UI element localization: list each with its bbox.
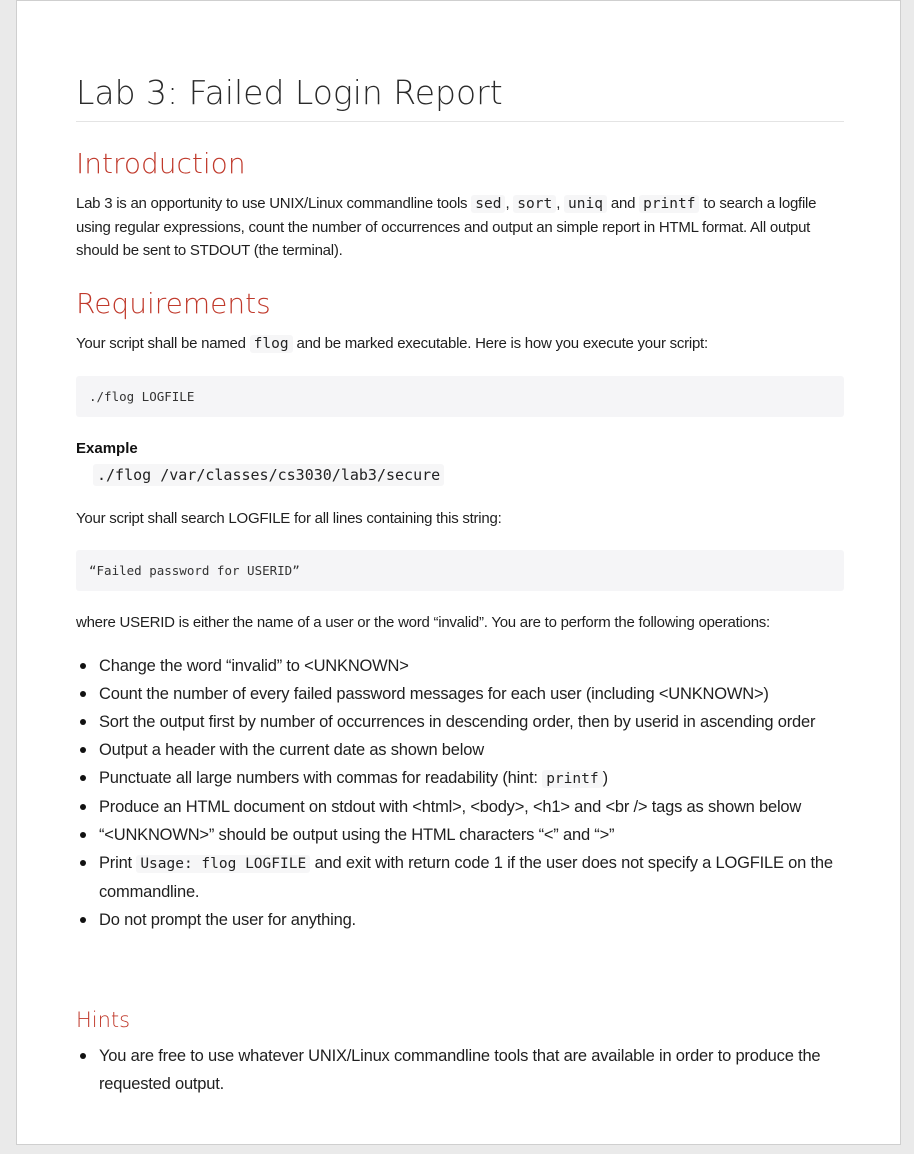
list-item: Output a header with the current date as shown below bbox=[76, 736, 846, 764]
list-item: Count the number of every failed password messages for each user (including <UNKNOWN>) bbox=[76, 680, 846, 708]
list-item: Change the word “invalid” to <UNKNOWN> bbox=[76, 652, 846, 680]
hints-heading: Hints bbox=[76, 1008, 131, 1032]
requirements-heading: Requirements bbox=[76, 287, 271, 320]
introduction-heading: Introduction bbox=[76, 147, 246, 180]
list-item-text: ) bbox=[602, 769, 608, 787]
list-item: Produce an HTML document on stdout with <html>, <body>, <h1> and <br /> tags as shown below bbox=[76, 793, 846, 821]
code-uniq: uniq bbox=[564, 195, 607, 213]
list-item bbox=[76, 764, 846, 793]
requirements-text: Your script shall be named bbox=[76, 335, 250, 352]
search-paragraph: Your script shall search LOGFILE for all lines containing this string: bbox=[76, 510, 502, 527]
list-item-text: Print bbox=[99, 854, 137, 872]
list-item: Sort the output first by number of occurrences in descending order, then by userid in ascending order bbox=[76, 708, 846, 736]
requirements-text: and be marked executable. Here is how you execute your script: bbox=[292, 335, 708, 352]
list-item: “<UNKNOWN>” should be output using the HTML characters “<” and “>” bbox=[76, 821, 846, 849]
code-flog: flog bbox=[250, 335, 293, 353]
intro-text: , bbox=[505, 195, 514, 212]
list-item: You are free to use whatever UNIX/Linux commandline tools that are available in order to produce the requested output. bbox=[76, 1042, 846, 1098]
code-printf: printf bbox=[639, 195, 699, 213]
code-printf-hint: printf bbox=[542, 770, 602, 788]
example-code: ./flog /var/classes/cs3030/lab3/secure bbox=[93, 464, 444, 486]
usage-code-block: ./flog LOGFILE bbox=[76, 376, 844, 417]
introduction-paragraph bbox=[76, 192, 846, 262]
document-page bbox=[16, 0, 901, 1145]
example-label: Example bbox=[76, 440, 138, 457]
code-usage-message: Usage: flog LOGFILE bbox=[136, 855, 310, 873]
list-item bbox=[76, 849, 846, 906]
code-sed: sed bbox=[471, 195, 505, 213]
intro-text: , bbox=[556, 195, 565, 212]
list-item-text: and exit with return code 1 if the user does not specify a LOGFILE on the commandline. bbox=[99, 854, 833, 901]
page-title: Lab 3: Failed Login Report bbox=[76, 73, 503, 112]
title-divider bbox=[76, 121, 844, 122]
intro-text: and bbox=[606, 195, 640, 212]
code-sort: sort bbox=[513, 195, 556, 213]
userid-paragraph: where USERID is either the name of a user or the word “invalid”. You are to perform the following operations: bbox=[76, 614, 770, 631]
hints-list bbox=[76, 1042, 846, 1098]
requirements-list bbox=[76, 652, 846, 934]
search-string-code-block: “Failed password for USERID” bbox=[76, 550, 844, 591]
script-name-paragraph bbox=[76, 332, 846, 356]
intro-text: to search a logfile using regular expressions, count the number of occurrences and output an simple report in HTML format. All output should be sent to STDOUT (the terminal). bbox=[76, 195, 817, 259]
list-item: Do not prompt the user for anything. bbox=[76, 906, 846, 934]
list-item-text: Punctuate all large numbers with commas for readability (hint: bbox=[99, 769, 543, 787]
intro-text: Lab 3 is an opportunity to use UNIX/Linux commandline tools bbox=[76, 195, 472, 212]
